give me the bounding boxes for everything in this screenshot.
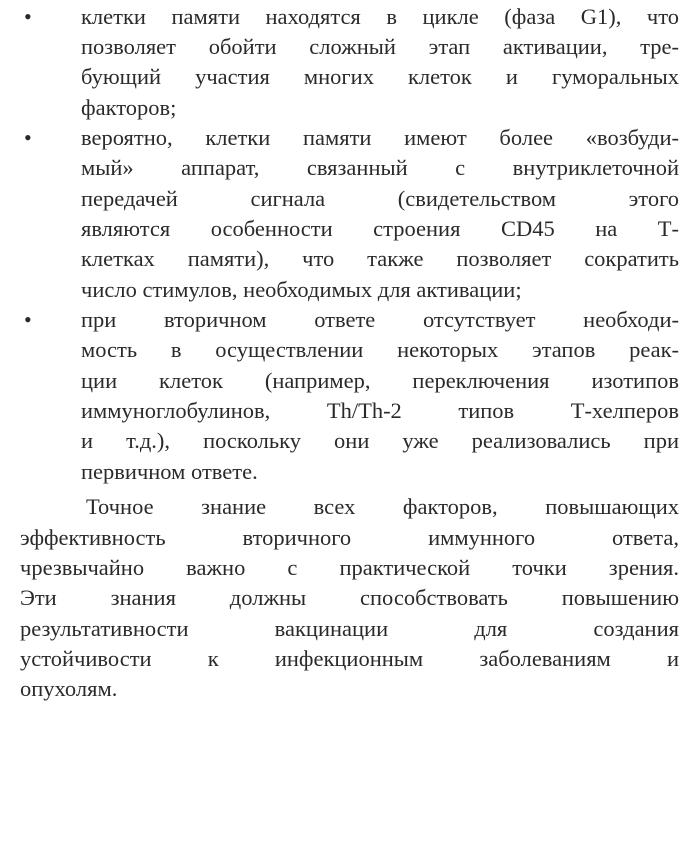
text-line: являются особенности строения CD45 на Т-: [81, 216, 679, 241]
text-line: факторов;: [81, 95, 177, 120]
text-line: и т.д.), поскольку они уже реализовались при: [81, 428, 679, 453]
text-line: мый» аппарат, связанный с внутриклеточной: [81, 155, 679, 180]
text-line: Точное знание всех факторов, повышающих: [86, 494, 679, 519]
text-line: передачей сигнала (свидетельством этого: [81, 186, 679, 211]
text-line: чрезвычайно важно с практической точки зрения.: [20, 555, 679, 580]
text-line: результативности вакцинации для создания: [20, 616, 679, 641]
text-line: бующий участия многих клеток и гуморальных: [81, 64, 679, 89]
text-line: ции клеток (например, переключения изотипов: [81, 368, 679, 393]
bullet-marker: •: [24, 307, 32, 332]
text-line: первичном ответе.: [81, 459, 258, 484]
text-line: вероятно, клетки памяти имеют более «возбуди-: [81, 125, 679, 150]
text-line: позволяет обойти сложный этап активации, тре-: [81, 34, 679, 59]
bullet-marker: •: [24, 4, 32, 29]
text-line: эффективность вторичного иммунного ответа,: [20, 525, 679, 550]
text-line: Эти знания должны способствовать повышению: [20, 585, 679, 610]
text-line: клетках памяти), что также позволяет сократить: [81, 246, 679, 271]
bullet-marker: •: [24, 125, 32, 150]
text-line: число стимулов, необходимых для активации;: [81, 277, 522, 302]
text-line: при вторичном ответе отсутствует необходи-: [81, 307, 679, 332]
text-line: мость в осуществлении некоторых этапов реак-: [81, 337, 679, 362]
text-line: опухолям.: [20, 676, 118, 701]
text-line: иммуноглобулинов, Th/Th-2 типов Т-хелперов: [81, 398, 679, 423]
text-line: устойчивости к инфекционным заболеваниям и: [20, 646, 679, 671]
text-line: клетки памяти находятся в цикле (фаза G1), что: [81, 4, 679, 29]
